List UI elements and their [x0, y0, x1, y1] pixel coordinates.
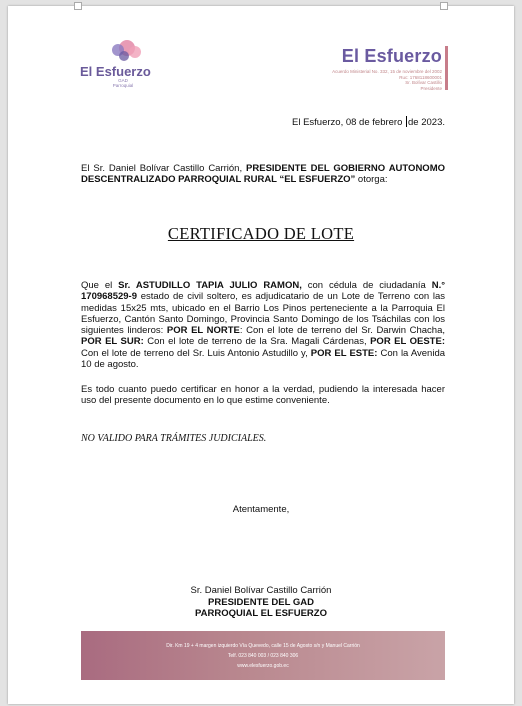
footer-phone: Telf. 023 840 003 / 023 840 306 — [227, 653, 299, 659]
body-paragraph-2: Es todo cuanto puedo certificar en honor a la verdad, pudiendo la interesada hacer uso del presente documento en lo que estime conveniente. — [81, 384, 445, 407]
signer-role-1: PRESIDENTE DEL GAD — [208, 596, 314, 608]
footer-web: www.elesfuerzo.gob.ec — [237, 663, 289, 669]
signer-name: Sr. Daniel Bolívar Castillo Carrión — [190, 585, 332, 596]
footer-banner — [81, 631, 445, 680]
logo-name: El Esfuerzo — [80, 64, 151, 79]
header-accent-bar — [445, 46, 448, 90]
header-right — [332, 46, 442, 91]
intro-paragraph: El Sr. Daniel Bolívar Castillo Carrión, PRESIDENTE DEL GOBIERNO AUTONOMO DESCENTRALIZADO PARROQUIAL RURAL “EL ESFUERZO” otorga: — [81, 163, 445, 186]
document-title: CERTIFICADO DE LOTE — [167, 224, 355, 243]
closing: Atentamente, — [232, 504, 290, 515]
text-cursor — [406, 116, 407, 127]
signature-block — [0, 585, 522, 620]
signer-role-2: PARROQUIAL EL ESFUERZO — [195, 608, 327, 619]
footer-address: Dir. Km 19 + 4 margen izquierdo Vía Quevedo, calle 15 de Agosto s/n y Manuel Carrión — [166, 643, 360, 649]
margin-corner-left — [74, 2, 82, 10]
not-valid-notice: NO VALIDO PARA TRÁMITES JUDICIALES. — [81, 433, 267, 444]
header-title: El Esfuerzo — [341, 46, 442, 66]
logo-subtitle: GAD Parroquial — [112, 78, 134, 88]
body-paragraph-1: Que el Sr. ASTUDILLO TAPIA JULIO RAMON, con cédula de ciudadanía N.° 170968529-9 estado de civil soltero, es adjudicatario de un Lote de Terreno con las medidas 15x25 mts, ubicado en el Barrio Los Pinos perteneciente a la Parroquia El Esfuerzo, Cantón Santo Domingo, Provincia Santo Domingo de los Tsáchilas con los siguientes linderos: POR EL NORTE: Con el lote de terreno del Sr. Darwin Chacha, POR EL SUR: Con el lote de terreno de la Sra. Magali Cárdenas, POR EL OESTE: Con el lote de terreno del Sr. Luis Antonio Astudillo y, POR EL ESTE: Con la Avenida 10 de agosto. — [81, 280, 446, 371]
margin-corner-right — [440, 2, 448, 10]
header-lines: Acuerdo Ministerial No. 332, 15 de noviembre del 2002 Ruc: 1768118600001 Sr. Bolívar Castillo Presidente — [332, 69, 442, 91]
document-date: El Esfuerzo, 08 de febrero de 2023. — [292, 117, 445, 128]
